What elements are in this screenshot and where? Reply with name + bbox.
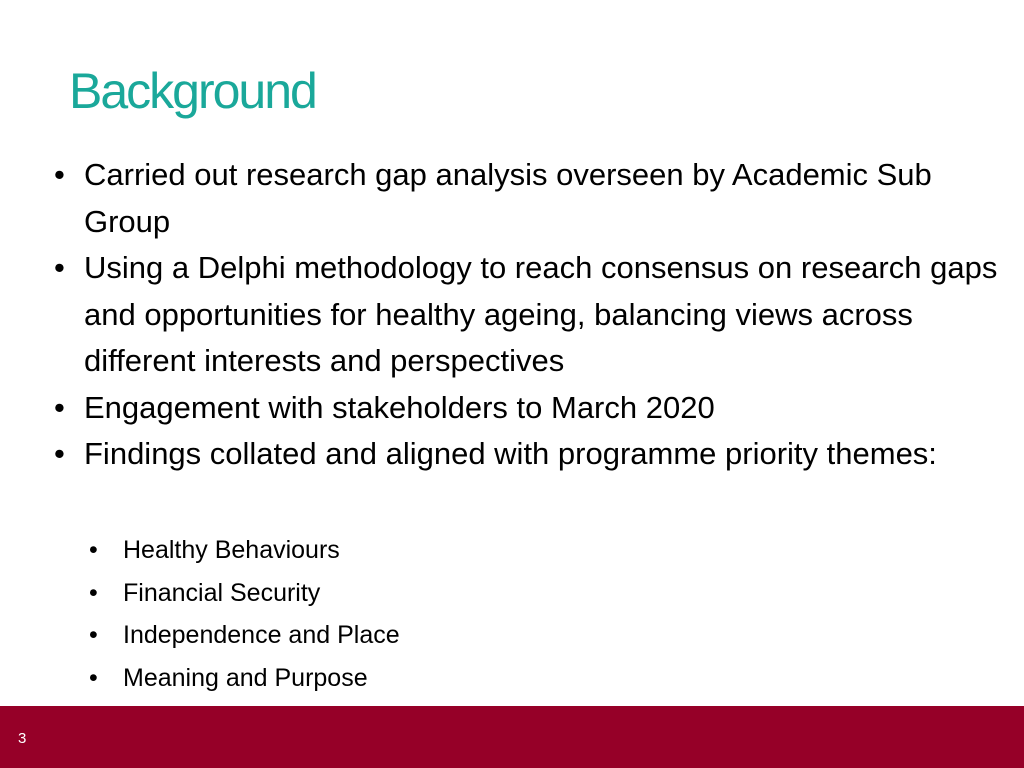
page-number: 3 xyxy=(18,730,27,747)
bullet-list xyxy=(84,152,1004,478)
sub-bullet-item: • Meaning and Purpose xyxy=(123,657,400,700)
sub-bullet-list xyxy=(123,529,400,700)
slide-title: Background xyxy=(69,63,316,119)
sub-bullet-item: • Independence and Place xyxy=(123,614,400,657)
sub-bullet-item: • Healthy Behaviours xyxy=(123,529,400,572)
footer-bar xyxy=(0,706,1024,768)
bullet-item: • Engagement with stakeholders to March 2020 xyxy=(84,385,1004,432)
bullet-item: • Findings collated and aligned with programme priority themes: xyxy=(84,431,1004,478)
sub-bullet-item: • Financial Security xyxy=(123,572,400,615)
bullet-item: • Using a Delphi methodology to reach consensus on research gaps and opportunities for healthy ageing, balancing views across different interests and perspectives xyxy=(84,245,1004,385)
bullet-item: • Carried out research gap analysis overseen by Academic Sub Group xyxy=(84,152,1004,245)
